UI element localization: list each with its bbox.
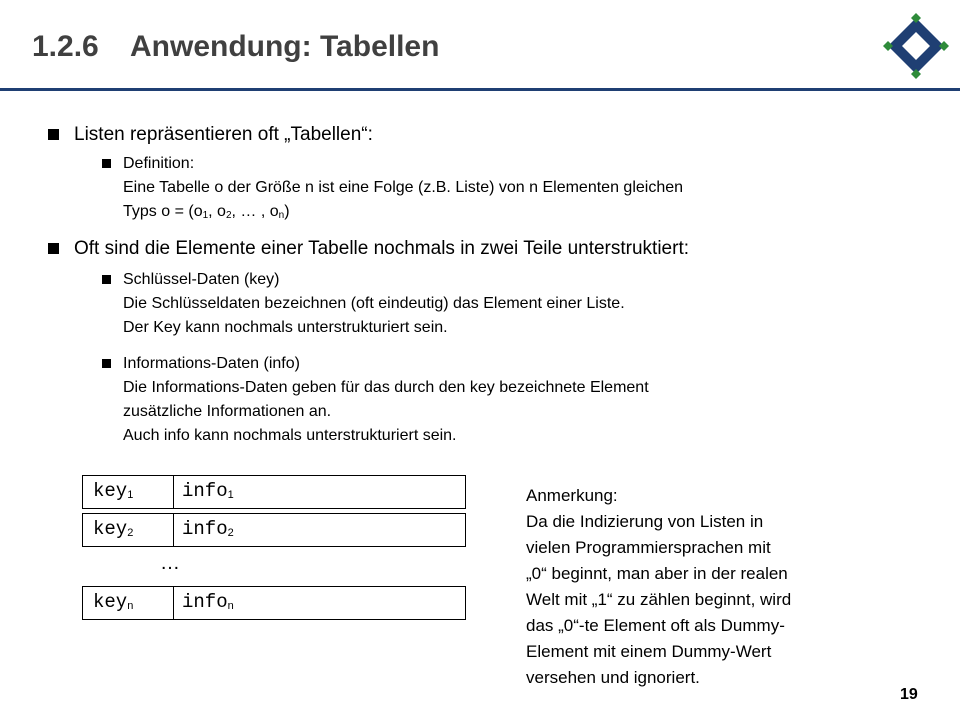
bullet-1-text: Listen repräsentieren oft „Tabellen“: — [74, 124, 373, 145]
title-divider — [0, 88, 960, 91]
bullet-1 — [74, 124, 373, 146]
info-description-2: zusätzliche Informationen an. — [123, 403, 332, 420]
key-heading: Schlüssel-Daten (key) — [123, 271, 280, 288]
table-row — [82, 586, 466, 620]
bullet-1-1 — [123, 152, 683, 224]
bullet-2-text: Oft sind die Elemente einer Tabelle nochmals in zwei Teile unterstruktiert: — [74, 238, 689, 259]
bullet-2-2 — [123, 352, 649, 448]
note-line: Element mit einem Dummy-Wert — [526, 642, 772, 661]
cell-divider — [173, 587, 174, 619]
note-line: „0“ beginnt, man aber in der realen — [526, 564, 788, 583]
cell-divider — [173, 514, 174, 546]
note-line: das „0“-te Element oft als Dummy- — [526, 616, 785, 635]
definition-label: Definition: — [123, 155, 195, 172]
slide-title — [32, 30, 439, 64]
page-number: 19 — [900, 686, 918, 703]
row-key: key$_2$ — [93, 518, 134, 540]
bullet-2 — [74, 238, 689, 260]
bullet-square-icon — [48, 129, 59, 140]
info-heading: Informations-Daten (info) — [123, 355, 300, 372]
bullet-square-icon — [102, 159, 111, 168]
cell-divider — [173, 476, 174, 508]
table-ellipsis: … — [160, 552, 180, 574]
definition-typs: Typs $o = (o_1$, $o_2$, … , $o_n$) — [123, 203, 290, 221]
row-key: key$_n$ — [93, 591, 134, 613]
row-info: info$_1$ — [182, 480, 234, 502]
row-key: key$_1$ — [93, 480, 134, 502]
table-row — [82, 513, 466, 547]
key-note: Der Key kann nochmals unterstrukturiert sein. — [123, 319, 448, 336]
key-description: Die Schlüsseldaten bezeichnen (oft eindeutig) das Element einer Liste. — [123, 295, 625, 312]
note-line: Da die Indizierung von Listen in — [526, 512, 764, 531]
bullet-square-icon — [48, 243, 59, 254]
bullet-2-1 — [123, 268, 625, 340]
info-description-1: Die Informations-Daten geben für das durch den key bezeichnete Element — [123, 379, 649, 396]
section-number: 1.2.6 — [32, 30, 99, 63]
title-text: Anwendung: Tabellen — [130, 30, 440, 63]
row-info: info$_n$ — [182, 591, 234, 613]
remark-note — [526, 483, 791, 691]
diamond-logo-icon — [882, 12, 950, 80]
note-line: Anmerkung: — [526, 486, 618, 505]
bullet-square-icon — [102, 275, 111, 284]
row-info: info$_2$ — [182, 518, 234, 540]
bullet-square-icon — [102, 359, 111, 368]
info-note: Auch info kann nochmals unterstrukturiert sein. — [123, 427, 457, 444]
note-line: vielen Programmiersprachen mit — [526, 538, 771, 557]
definition-text: Eine Tabelle o der Größe n ist eine Folge (z.B. Liste) von n Elementen gleichen — [123, 179, 684, 196]
note-line: versehen und ignoriert. — [526, 668, 700, 687]
table-row — [82, 475, 466, 509]
note-line: Welt mit „1“ zu zählen beginnt, wird — [526, 590, 792, 609]
